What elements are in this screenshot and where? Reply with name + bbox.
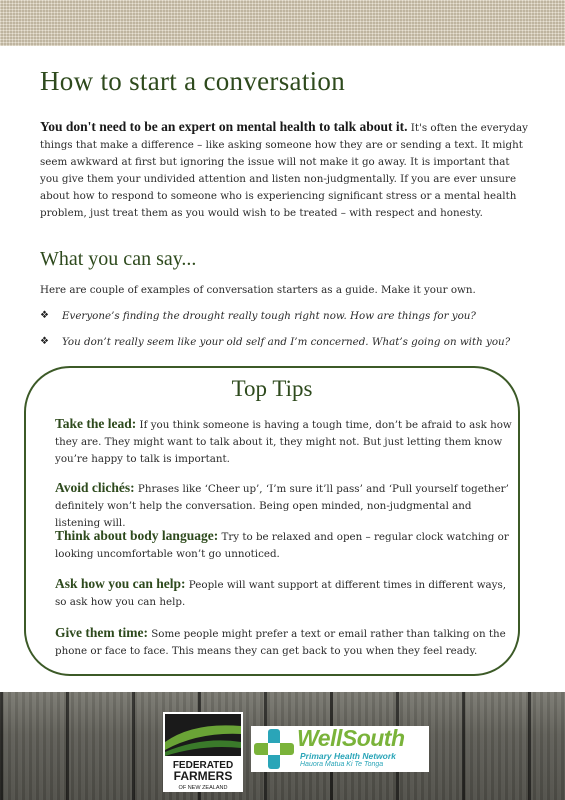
tip-body-language [55,527,515,563]
tip-text: Some people might prefer a text or email rather than talking on the phone or face to face. This means they can get back to you when they feel ready. [55,628,506,657]
tip-text: People will want support at different times in different ways, so ask how you can help. [55,579,507,608]
list-item [40,334,530,350]
examples-list [40,308,530,350]
tip-text: Try to be relaxed and open – regular clock watching or looking uncomfortable won’t go unnoticed. [55,531,509,560]
tips-heading: Top Tips [231,376,313,401]
intro-body: It's often the everyday things that make a difference – like asking someone how they are or sending a text. It might seem awkward at first but ignoring the issue will not make it go away. It is important that you give them your undivided attention and listen non-judgmentally. If you are ever unsure about how to respond to someone who is experiencing significant stress or a mental health problem, just treat them as you would wish to be treated – with respect and honesty. [40,122,528,219]
tip-give-time [55,624,515,660]
ff-line2: FARMERS [173,769,233,783]
example-text: You don’t really seem like your old self and I’m concerned. What’s going on with you? [62,336,511,348]
burlap-header-banner [0,0,565,46]
intro-paragraph [40,118,530,222]
wellsouth-maori-subtitle: Hauora Matua Ki Te Tonga [300,761,384,768]
tip-label: Think about body language: [55,528,219,543]
page-title: How to start a conversation [40,66,346,96]
tip-text: If you think someone is having a tough time, don’t be afraid to ask how they are. They might want to talk about it, they might not. But just letting them know you’re happy to talk is important. [55,419,512,465]
tip-take-the-lead [55,415,515,468]
ff-line1: FEDERATED [172,760,234,771]
tip-text: Phrases like ‘Cheer up’, ‘I’m sure it’ll pass’ and ‘Pull yourself together’ definitely won’t help the conversation. Being open minded, non-judgmental and listening will. [55,483,509,529]
tip-avoid-cliches [55,479,515,532]
wellsouth-name: WellSouth [297,725,405,751]
federated-farmers-logo [163,712,243,792]
list-item [40,308,530,324]
tip-label: Give them time: [55,625,148,640]
wellsouth-subtitle: Primary Health Network [300,751,396,761]
tip-label: Avoid clichés: [55,480,135,495]
main-content [40,66,530,360]
tip-ask-how [55,575,515,611]
top-tips-box [24,366,520,676]
intro-lead: You don't need to be an expert on mental health to talk about it. [40,119,408,134]
diamond-bullet-icon: ❖ [40,336,49,347]
example-text: Everyone’s finding the drought really tough right now. How are things for you? [62,310,476,322]
diamond-bullet-icon: ❖ [40,310,49,321]
say-intro: Here are couple of examples of conversation starters as a guide. Make it your own. [40,284,476,296]
ff-line3: OF NEW ZEALAND [178,785,228,791]
wellsouth-logo [251,726,429,772]
tip-label: Ask how you can help: [55,576,186,591]
say-heading: What you can say... [40,248,197,270]
tip-label: Take the lead: [55,416,137,431]
plus-cross-icon [254,729,294,769]
